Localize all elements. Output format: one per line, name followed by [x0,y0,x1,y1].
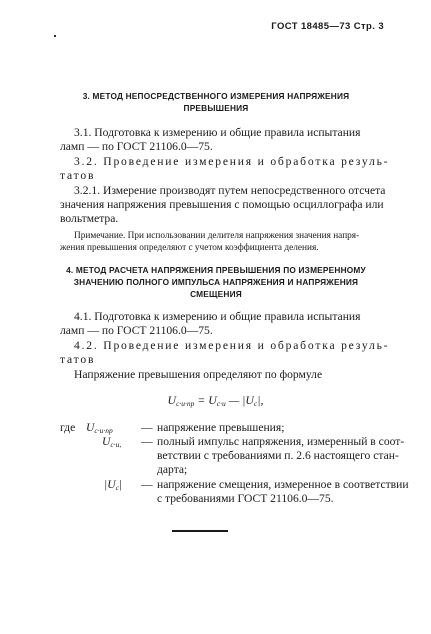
paragraph-4-1 [60,310,390,324]
speck-mark [54,35,56,37]
paragraph-4-1-line-2: ламп — по ГОСТ 21106.0—75. [60,324,213,337]
paragraph-3-1-cont [60,140,390,154]
paragraph-4-2-cont [60,353,390,367]
def-2-symbol [102,435,121,449]
section-4-title [40,264,392,300]
paragraph-4-2-line-1: 4.2. Проведение измерения и обработка резуль- [74,339,390,352]
section-3-title-line-1: 3. МЕТОД НЕПОСРЕДСТВЕННОГО ИЗМЕРЕНИЯ НАПРЯЖЕНИЯ [82,91,350,101]
def-3-dash: — [141,478,153,491]
section-4-title-line-1: 4. МЕТОД РАСЧЕТА НАПРЯЖЕНИЯ ПРЕВЫШЕНИЯ ПО ИЗМЕРЕННОМУ [66,265,366,275]
paragraph-4-1-line-1: 4.1. Подготовка к измерению и общие правила испытания [74,310,361,323]
paragraph-3-2-1-line-1: 3.2.1. Измерение производят путем непосредственного отсчета [74,184,386,197]
section-4-title-line-3: СМЕЩЕНИЯ [190,289,242,299]
paragraph-4-1-cont [60,324,390,338]
paragraph-3-1-line-2: ламп — по ГОСТ 21106.0—75. [60,140,213,153]
formula-intro: Напряжение превышения определяют по формуле [74,368,323,381]
def-3-line-1: напряжение смещения, измеренное в соответствии [157,478,409,491]
section-3-title [40,90,392,114]
note-line-1: Примечание. При использовании делителя напряжения значения напря- [74,231,360,241]
formula [0,393,431,408]
paragraph-3-2-cont [60,169,390,183]
paragraph-3-1-line-1: 3.1. Подготовка к измерению и общие правила испытания [74,126,361,139]
def-1-dash: — [141,421,153,434]
where-label: где [60,421,76,434]
paragraph-3-2-1-line-3: вольтметра. [60,211,119,225]
end-rule [172,530,228,532]
note-line-2: жения превышения определяют с учетом коэффициента деления. [60,243,319,253]
paragraph-3-2-1-line-2: значения напряжения превышения с помощью осциллографа или [60,198,384,211]
page-header: ГОСТ 18485—73 Стр. 3 [271,21,384,32]
paragraph-3-1 [60,126,390,140]
formula-end: |, [257,393,264,407]
formula-rhs-sub: с·и [216,399,226,408]
def-2-u: U [102,435,111,448]
def-3-u: U [107,478,116,491]
def-3-line-2: с требованиями ГОСТ 21106.0—75. [157,492,334,505]
paragraph-3-2-line-1: 3.2. Проведение измерения и обработка резуль- [74,155,390,168]
def-1-symbol [86,421,113,435]
def-3-symbol: $|U_с|$ [104,478,123,492]
paragraph-3-2-line-2: татов [60,169,96,182]
def-2-sub: с·и, [110,440,122,449]
formula-u: U [167,393,177,407]
formula-lhs-sub: с·и·пр [176,399,195,408]
section-4-title-line-2: ЗНАЧЕНИЮ ПОЛНОГО ИМПУЛЬСА НАПРЯЖЕНИЯ И НАПРЯЖЕНИЯ [73,277,359,287]
formula-c-sub: с [253,399,258,408]
def-1-text: напряжение превышения; [157,421,285,434]
def-3-sub: с [115,483,119,492]
formula-u-2: U [208,393,217,407]
paragraph-3-2-1-cont [60,198,390,225]
def-1-u: U [86,421,95,434]
paragraph-3-2-1 [60,184,390,198]
def-1-sub: с·и·пр [94,426,113,435]
def-2-line-3: дарта; [157,463,188,476]
def-2-line-1: полный импульс напряжения, измеренный в соот- [157,435,405,448]
paragraph-4-2 [60,339,390,353]
def-2-line-2: ветствии с требованиями п. 2.6 настоящего стан- [157,449,399,462]
formula-eq: = [194,393,209,407]
section-3-title-line-2: ПРЕВЫШЕНИЯ [183,103,249,113]
paragraph-3-2 [60,155,390,169]
formula-minus: — |U [225,393,254,407]
def-2-dash: — [141,435,153,448]
paragraph-4-2-line-2: татов [60,353,96,366]
